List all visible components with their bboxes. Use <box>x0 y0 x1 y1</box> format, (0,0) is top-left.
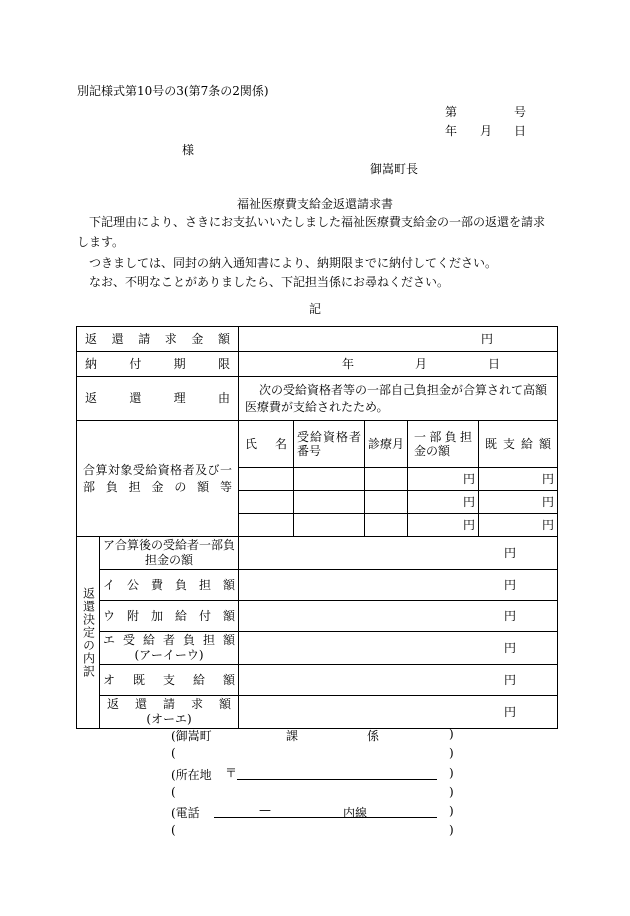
item-e-value[interactable]: 円 <box>239 665 558 696</box>
amount-value[interactable] <box>239 327 558 352</box>
cell-partial[interactable]: 円 <box>408 514 479 537</box>
postal-mark: 〒 <box>225 766 238 780</box>
paragraph-2: つきましては、同封の納入通知書により、納期限までに納付してください。 <box>77 256 498 270</box>
contact-phone-label: (電話 <box>171 806 200 820</box>
deadline-month: 月 <box>415 356 428 371</box>
contact-town: (御嵩町 <box>171 729 212 743</box>
doc-number-go: 号 <box>514 105 527 119</box>
contact-ka: 課 <box>286 729 299 743</box>
deadline-value[interactable] <box>239 352 558 377</box>
contact-open: ( <box>171 823 176 837</box>
breakdown-row-d <box>77 632 558 665</box>
contact-close: ) <box>449 746 454 760</box>
doc-number-dai: 第 <box>445 105 458 119</box>
deadline-label: 納付期限 <box>85 356 231 371</box>
address-line[interactable] <box>237 779 437 780</box>
breakdown-row-e <box>77 665 558 696</box>
amount-label: 返還請求金額 <box>85 331 231 346</box>
item-c-value[interactable]: 円 <box>239 601 558 632</box>
addressee-suffix: 様 <box>182 143 195 157</box>
item-a-value[interactable]: 円 <box>239 537 558 570</box>
contact-close: ) <box>449 766 454 780</box>
deadline-year: 年 <box>342 356 355 371</box>
item-d-label: エ受給者負担額 <box>103 633 236 647</box>
breakdown-row-a <box>77 537 558 570</box>
cell-recipient-no[interactable] <box>294 514 365 537</box>
row-reason <box>77 377 558 421</box>
combined-label: 合算対象受給資格者及び一部負担金の額等 <box>77 421 239 537</box>
item-d-value[interactable]: 円 <box>239 632 558 665</box>
cell-name[interactable] <box>239 514 294 537</box>
phone-dash: — <box>259 803 271 817</box>
cell-month[interactable] <box>365 491 408 514</box>
col-name: 氏 名 <box>245 436 288 451</box>
item-f-label: 返還請求額 <box>107 697 232 711</box>
breakdown-label: 返還決定の内訳 <box>77 537 100 729</box>
form-code: 別記様式第10号の3(第7条の2関係) <box>77 84 269 98</box>
date-month: 月 <box>480 124 493 138</box>
cell-recipient-no[interactable] <box>294 491 365 514</box>
cell-name[interactable] <box>239 491 294 514</box>
item-a-label: ア合算後の受給者一部負担金の額 <box>100 537 239 570</box>
col-recipient-no: 受給資格者番号 <box>294 421 365 468</box>
item-f-value[interactable]: 円 <box>239 696 558 729</box>
cell-partial[interactable]: 円 <box>408 468 479 491</box>
cell-partial[interactable]: 円 <box>408 491 479 514</box>
ki-heading: 記 <box>308 302 321 316</box>
contact-kakari: 係 <box>367 729 380 743</box>
paragraph-1: 下記理由により、さきにお支払いいたしました福祉医療費支給金の一部の返還を請求します。 <box>77 215 546 249</box>
contact-close: ) <box>449 785 454 799</box>
contact-close: ) <box>449 727 454 741</box>
item-e-label: オ既支給額 <box>103 672 236 687</box>
paragraph-3: なお、不明なことがありましたら、下記担当係にお尋ねください。 <box>77 275 450 289</box>
item-b-value[interactable]: 円 <box>239 570 558 601</box>
contact-close: ) <box>449 823 454 837</box>
item-f-sub: (オーエ) <box>146 712 192 726</box>
cell-paid[interactable]: 円 <box>479 514 558 537</box>
row-amount <box>77 327 558 352</box>
cell-paid[interactable]: 円 <box>479 491 558 514</box>
contact-open: ( <box>171 785 176 799</box>
contact-close: ) <box>449 804 454 818</box>
col-month: 診療月 <box>365 421 408 468</box>
cell-paid[interactable]: 円 <box>479 468 558 491</box>
breakdown-row-f <box>77 696 558 729</box>
refund-table <box>76 326 558 729</box>
date-year: 年 <box>445 124 458 138</box>
breakdown-row-b <box>77 570 558 601</box>
reason-text: 次の受給資格者等の一部自己負担金が合算されて高額医療費が支給されたため。 <box>239 377 558 421</box>
item-b-label: イ公費負担額 <box>103 577 236 592</box>
row-deadline <box>77 352 558 377</box>
breakdown-row-c <box>77 601 558 632</box>
phone-line[interactable] <box>214 817 437 818</box>
col-partial: 一部負担金の額 <box>408 421 479 468</box>
cell-month[interactable] <box>365 514 408 537</box>
phone-extension: 内線 <box>343 806 368 820</box>
yen-unit: 円 <box>481 331 494 346</box>
date-day: 日 <box>514 124 527 138</box>
reason-label: 返還理由 <box>85 391 231 405</box>
deadline-day: 日 <box>488 356 501 371</box>
cell-recipient-no[interactable] <box>294 468 365 491</box>
issuer: 御嵩町長 <box>370 162 419 176</box>
contact-open: ( <box>171 746 176 760</box>
item-c-label: ウ附加給付額 <box>103 608 236 623</box>
col-paid: 既支給額 <box>485 436 552 451</box>
item-d-sub: (アーイーウ) <box>134 648 204 662</box>
contact-address-label: (所在地 <box>171 768 212 782</box>
row-combined-header <box>77 421 558 468</box>
document-title: 福祉医療費支給金返還請求書 <box>236 197 393 211</box>
cell-name[interactable] <box>239 468 294 491</box>
cell-month[interactable] <box>365 468 408 491</box>
